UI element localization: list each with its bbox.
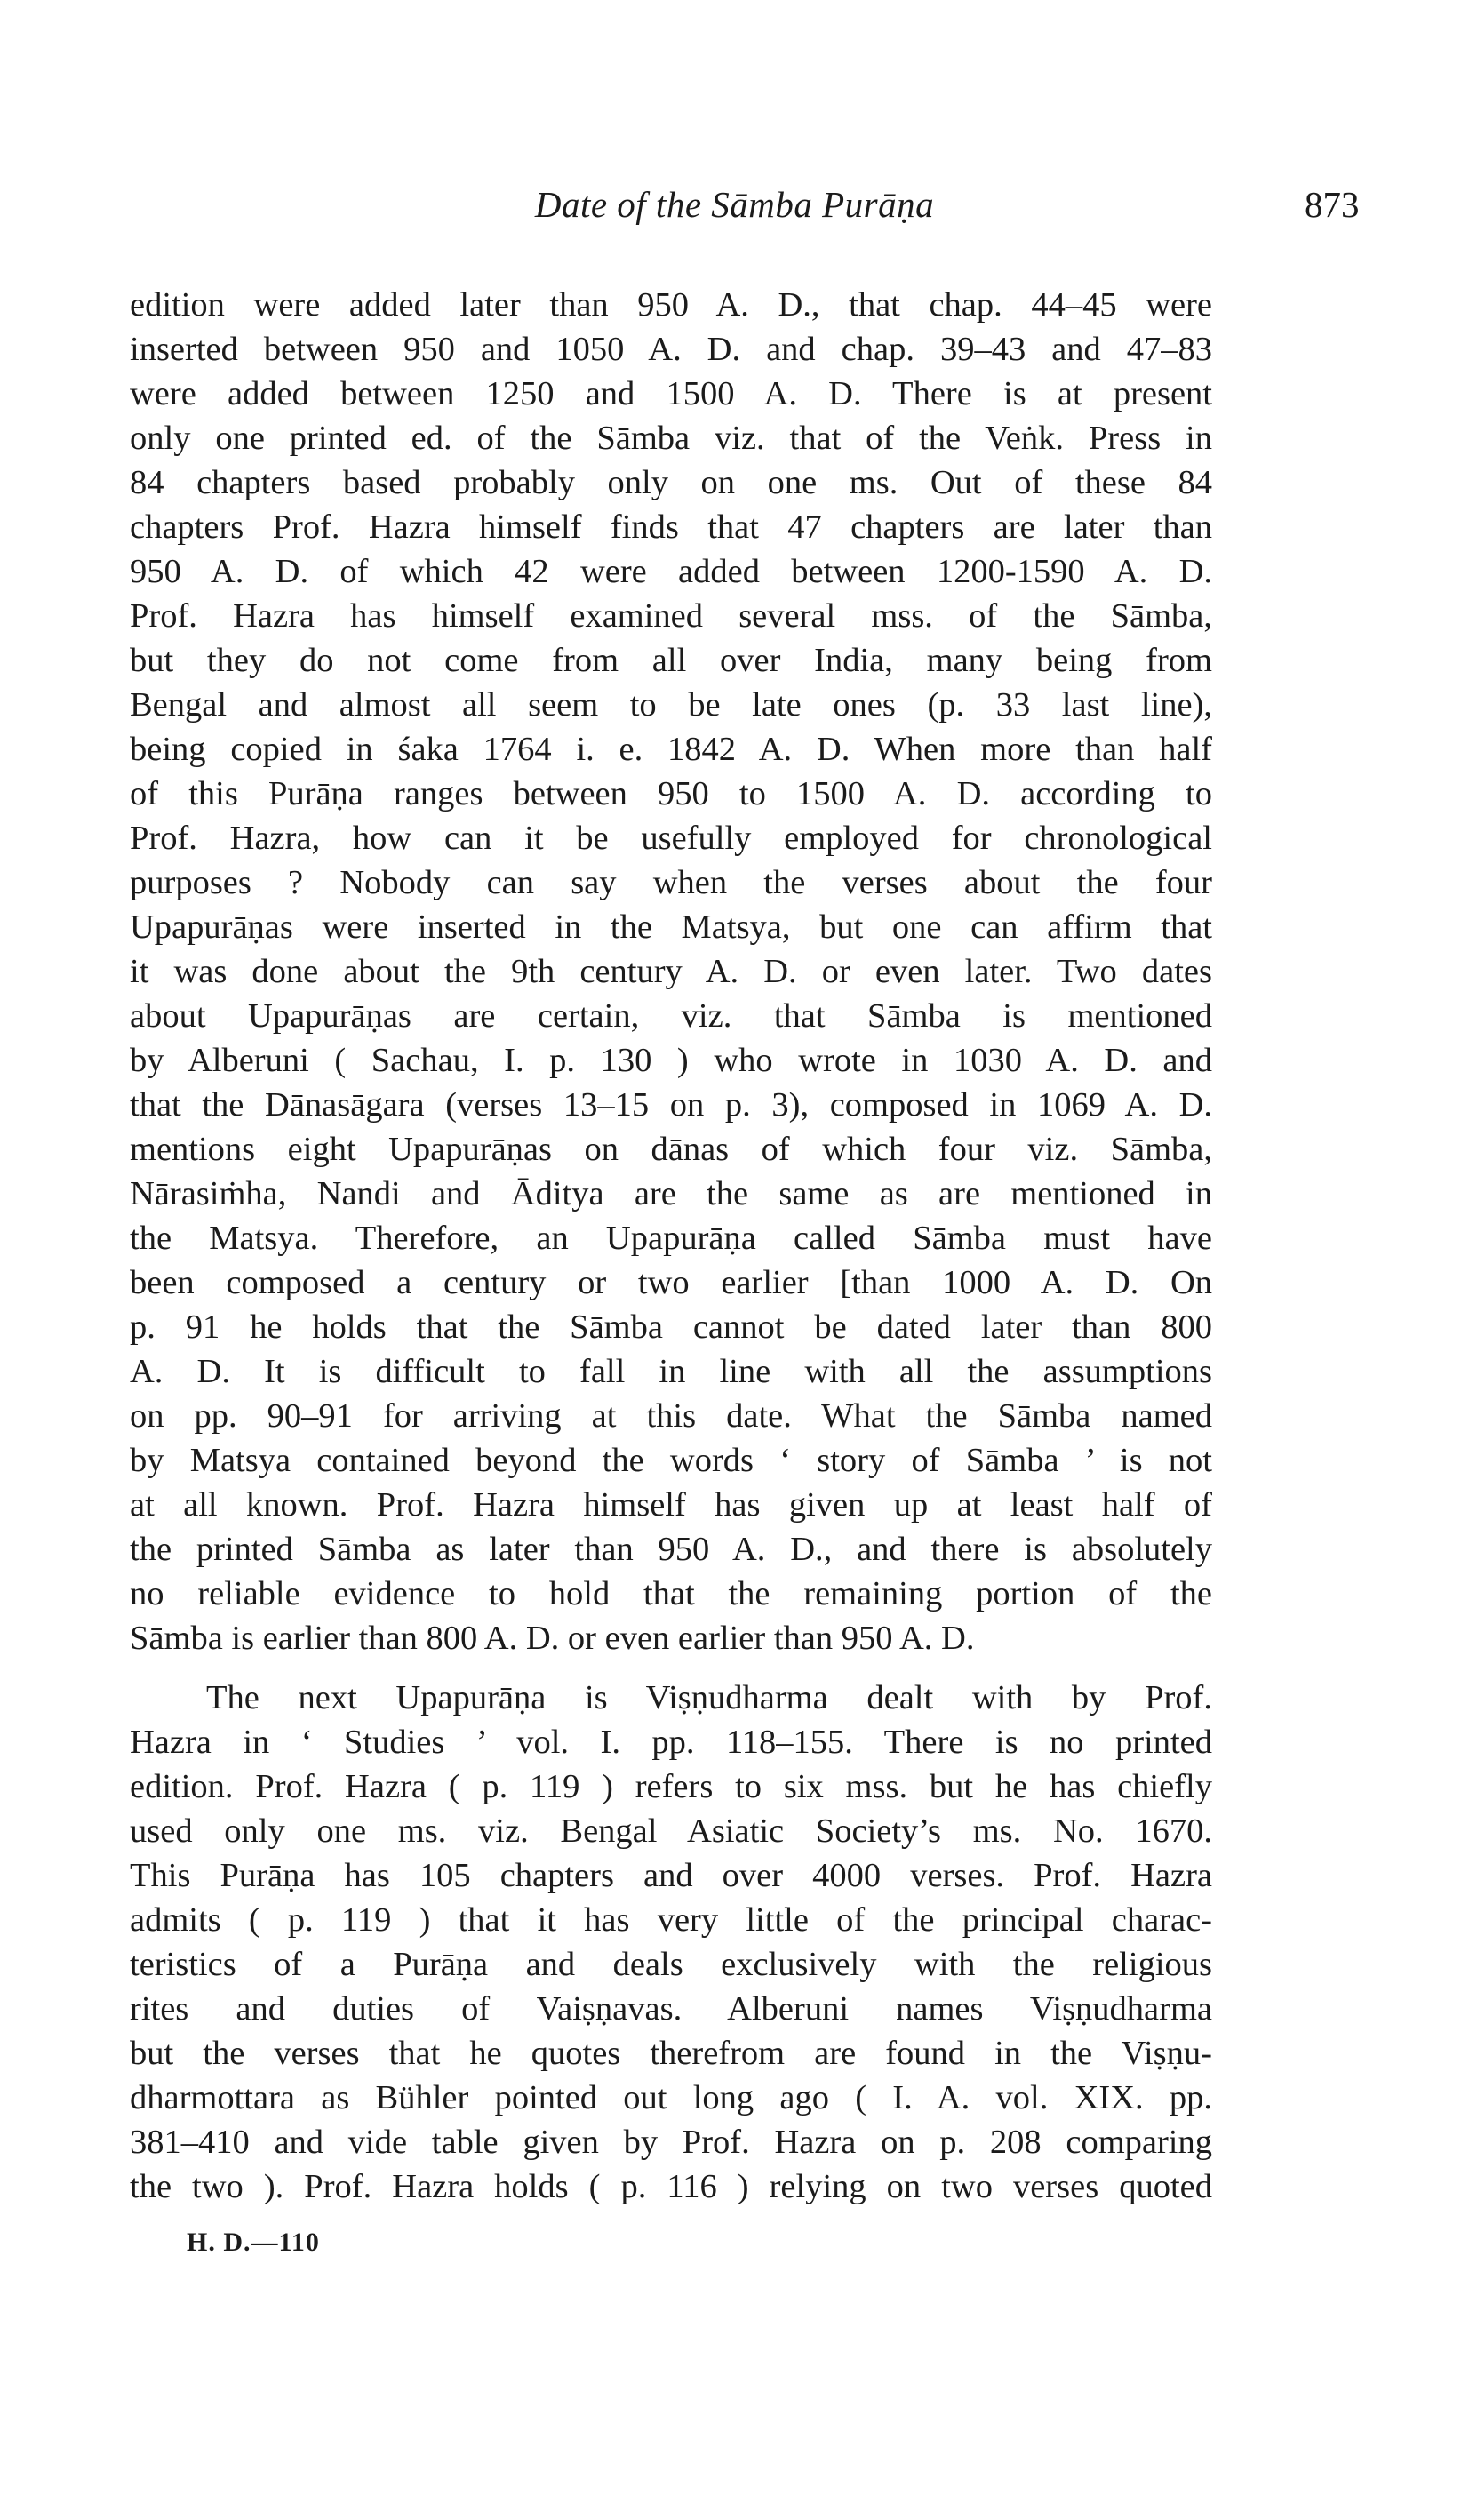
text-line: at all known. Prof. Hazra himself has given up at least half of (130, 1486, 1212, 1524)
text-line: it was done about the 9th century A. D. or even later. Two dates (130, 953, 1212, 990)
text-line: edition. Prof. Hazra ( p. 119 ) refers to six mss. but he has chiefly (130, 1768, 1212, 1805)
text-line: edition were added later than 950 A. D., that chap. 44–45 were (130, 286, 1212, 324)
text-line: 84 chapters based probably only on one ms. Out of these 84 (130, 464, 1212, 501)
text-line: Nārasiṁha, Nandi and Āditya are the same as are mentioned in (130, 1175, 1212, 1212)
text-line: rites and duties of Vaiṣṇavas. Alberuni names Viṣṇudharma (130, 1990, 1212, 2028)
text-line: This Purāṇa has 105 chapters and over 4000 verses. Prof. Hazra (130, 1857, 1212, 1894)
text-line: the two ). Prof. Hazra holds ( p. 116 ) relying on two verses quoted (130, 2168, 1212, 2205)
text-line: by Matsya contained beyond the words ‘ story of Sāmba ’ is not (130, 1442, 1212, 1479)
text-line: were added between 1250 and 1500 A. D. There is at present (130, 375, 1212, 412)
text-line: 950 A. D. of which 42 were added between 1200-1590 A. D. (130, 553, 1212, 590)
signature-mark: H. D.—110 (187, 2228, 320, 2257)
text-line: mentions eight Upapurāṇas on dānas of which four viz. Sāmba, (130, 1131, 1212, 1168)
text-line: The next Upapurāṇa is Viṣṇudharma dealt with by Prof. (206, 1679, 1212, 1716)
text-line: p. 91 he holds that the Sāmba cannot be dated later than 800 (130, 1308, 1212, 1346)
text-line: used only one ms. viz. Bengal Asiatic Society’s ms. No. 1670. (130, 1812, 1212, 1850)
text-line: on pp. 90–91 for arriving at this date. What the Sāmba named (130, 1397, 1212, 1435)
text-line: dharmottara as Bühler pointed out long ago ( I. A. vol. XIX. pp. (130, 2079, 1212, 2116)
text-line: but the verses that he quotes therefrom are found in the Viṣṇu- (130, 2035, 1212, 2072)
text-line: Hazra in ‘ Studies ’ vol. I. pp. 118–155. There is no printed (130, 1724, 1212, 1761)
text-line: admits ( p. 119 ) that it has very little of the principal charac- (130, 1901, 1212, 1939)
text-line: Sāmba is earlier than 800 A. D. or even earlier than 950 A. D. (130, 1620, 975, 1657)
text-line: that the Dānasāgara (verses 13–15 on p. 3), composed in 1069 A. D. (130, 1086, 1212, 1124)
text-line: the Matsya. Therefore, an Upapurāṇa called Sāmba must have (130, 1220, 1212, 1257)
text-line: no reliable evidence to hold that the remaining portion of the (130, 1575, 1212, 1612)
text-line: chapters Prof. Hazra himself finds that 47 chapters are later than (130, 508, 1212, 546)
text-line: Prof. Hazra has himself examined several mss. of the Sāmba, (130, 597, 1212, 635)
text-line: been composed a century or two earlier [than 1000 A. D. On (130, 1264, 1212, 1301)
page-number: 873 (1305, 184, 1360, 225)
text-line: Upapurāṇas were inserted in the Matsya, but one can affirm that (130, 908, 1212, 946)
text-line: purposes ? Nobody can say when the verses about the four (130, 864, 1212, 901)
text-line: but they do not come from all over India, many being from (130, 642, 1212, 679)
text-line: Bengal and almost all seem to be late ones (p. 33 last line), (130, 686, 1212, 724)
text-line: 381–410 and vide table given by Prof. Hazra on p. 208 comparing (130, 2124, 1212, 2161)
text-line: A. D. It is difficult to fall in line with all the assumptions (130, 1353, 1212, 1390)
text-line: teristics of a Purāṇa and deals exclusively with the religious (130, 1946, 1212, 1983)
text-line: of this Purāṇa ranges between 950 to 1500 A. D. according to (130, 775, 1212, 812)
text-line: inserted between 950 and 1050 A. D. and chap. 39–43 and 47–83 (130, 331, 1212, 368)
text-line: Prof. Hazra, how can it be usefully employed for chronological (130, 820, 1212, 857)
text-line: the printed Sāmba as later than 950 A. D., and there is absolutely (130, 1531, 1212, 1568)
text-line: by Alberuni ( Sachau, I. p. 130 ) who wrote in 1030 A. D. and (130, 1042, 1212, 1079)
text-line: only one printed ed. of the Sāmba viz. that of the Veṅk. Press in (130, 420, 1212, 457)
text-line: being copied in śaka 1764 i. e. 1842 A. D. When more than half (130, 731, 1212, 768)
running-header-title: Date of the Sāmba Purāṇa (534, 184, 935, 225)
text-line: about Upapurāṇas are certain, viz. that Sāmba is mentioned (130, 997, 1212, 1035)
